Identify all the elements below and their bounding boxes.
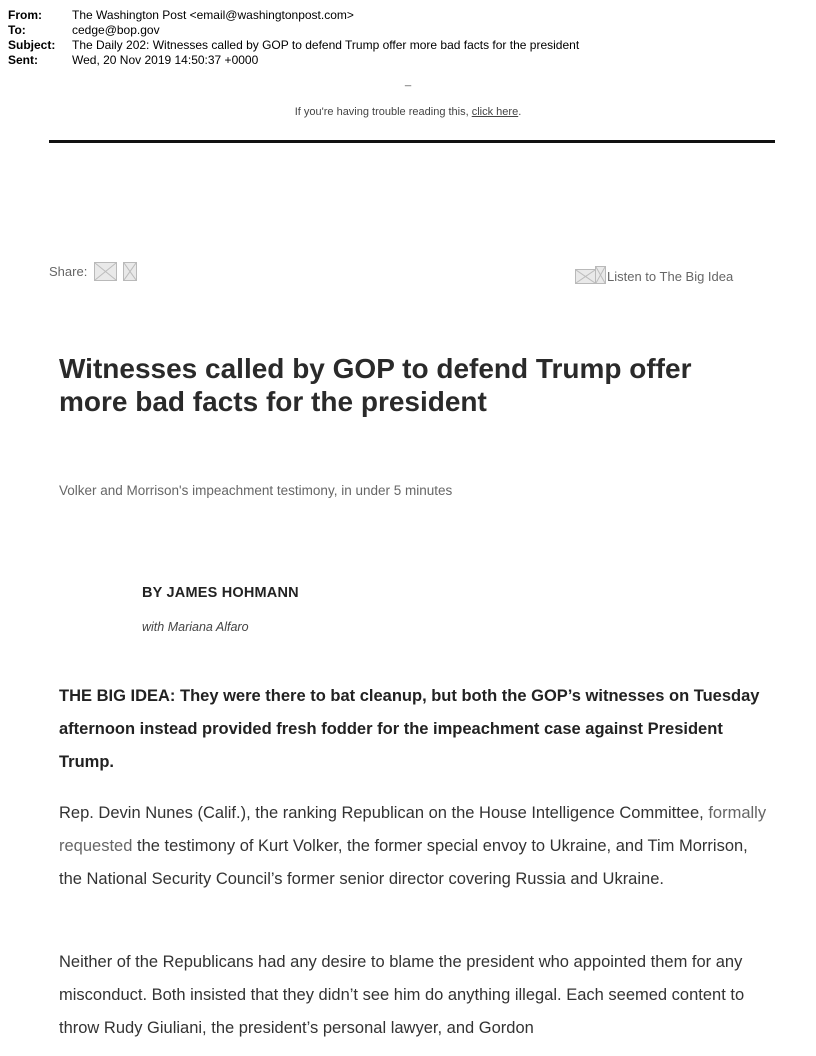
from-row — [8, 8, 579, 23]
to-value: cedge@bop.gov — [72, 23, 160, 37]
formally-requested-link[interactable]: formally requested — [59, 804, 767, 855]
subject-label: Subject: — [8, 38, 56, 52]
broken-image-icon — [575, 269, 596, 284]
header-divider — [49, 140, 775, 143]
to-row — [8, 23, 579, 38]
subject-value: The Daily 202: Witnesses called by GOP to defend Trump offer more bad facts for the president — [72, 38, 580, 52]
trouble-text: If you're having trouble reading this, — [294, 106, 469, 118]
sent-label: Sent: — [8, 53, 38, 67]
article-headline: Witnesses called by GOP to defend Trump offer more bad facts for the president — [59, 353, 692, 417]
trouble-reading-notice — [0, 106, 816, 118]
big-idea-lede: THE BIG IDEA: They were there to bat cleanup, but both the GOP’s witnesses on Tuesday afternoon instead provided fresh fodder for the impeachment case against President Trump. — [59, 687, 760, 771]
click-here-link[interactable]: click here — [471, 106, 519, 118]
article-paragraph — [59, 797, 769, 896]
email-header — [8, 8, 579, 68]
broken-image-icon[interactable] — [123, 262, 137, 281]
from-value: The Washington Post <email@washingtonpost.com> — [72, 8, 354, 22]
listen-link[interactable] — [575, 266, 733, 284]
to-label: To: — [8, 23, 26, 37]
trouble-period: . — [518, 106, 522, 118]
article-paragraph: Neither of the Republicans had any desire to blame the president who appointed them for any misconduct. Both insisted that they didn’t see him do anything illegal. Each seemed content to throw Rudy Giuliani, the president’s personal lawyer, and Gordon — [59, 953, 745, 1037]
share-bar — [49, 262, 137, 281]
preheader-dash: _ — [404, 75, 412, 87]
subject-row — [8, 38, 579, 53]
broken-image-icon[interactable] — [94, 262, 117, 281]
article-subhead[interactable]: Volker and Morrison's impeachment testimony, in under 5 minutes — [59, 483, 453, 498]
byline: BY JAMES HOHMANN — [142, 585, 299, 601]
sent-row — [8, 53, 579, 68]
paragraph-text: Rep. Devin Nunes (Calif.), the ranking Republican on the House Intelligence Committee, — [59, 804, 704, 822]
contributor-line: with Mariana Alfaro — [142, 620, 249, 634]
listen-label: Listen to The Big Idea — [607, 269, 734, 284]
from-label: From: — [8, 8, 42, 22]
sent-value: Wed, 20 Nov 2019 14:50:37 +0000 — [72, 53, 259, 67]
paragraph-text: the testimony of Kurt Volker, the former special envoy to Ukraine, and Tim Morrison, the National Security Council’s former senior director covering Russia and Ukraine. — [59, 837, 748, 888]
broken-image-icon — [595, 266, 606, 284]
share-label: Share: — [49, 264, 88, 279]
